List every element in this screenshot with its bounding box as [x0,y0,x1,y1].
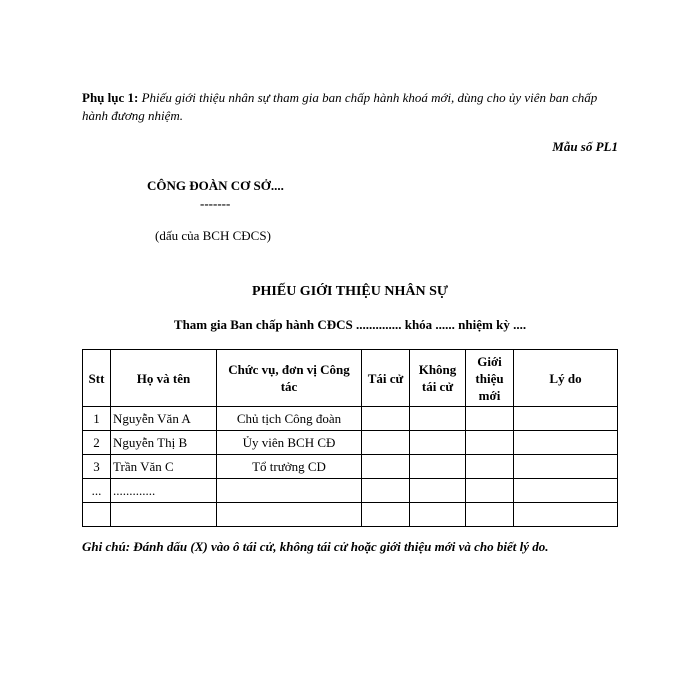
cell-name [111,503,217,527]
form-number: Mẫu số PL1 [552,139,618,154]
header-not-reelect: Không tái cử [410,350,466,407]
cell-reelect[interactable] [362,503,410,527]
appendix-description: Phiếu giới thiệu nhân sự tham gia ban chấp hành khoá mới, dùng cho ủy viên ban chấp hành đương nhiệm. [82,90,598,123]
cell-new[interactable] [466,431,514,455]
table-row [83,479,618,503]
cell-position [217,503,362,527]
cell-stt: ... [83,479,111,503]
cell-stt [83,503,111,527]
cell-reason[interactable] [514,407,618,431]
cell-not-reelect[interactable] [410,455,466,479]
cell-new[interactable] [466,455,514,479]
document-subtitle: Tham gia Ban chấp hành CĐCS .............. khóa ...... nhiệm kỳ .... [173,317,527,332]
cell-position: Tổ trưởng CD [217,455,362,479]
cell-not-reelect[interactable] [410,479,466,503]
cell-reelect[interactable] [362,455,410,479]
document-title: PHIẾU GIỚI THIỆU NHÂN SỰ [251,284,449,299]
cell-name: Nguyễn Thị B [111,431,217,455]
header-new: Giới thiệu mới [466,350,514,407]
cell-reason[interactable] [514,455,618,479]
cell-stt: 3 [83,455,111,479]
cell-position: Chủ tịch Công đoàn [217,407,362,431]
cell-position: Ủy viên BCH CĐ [217,431,362,455]
footnote: Ghi chú: Đánh dấu (X) vào ô tái cử, không tái cử hoặc giới thiệu mới và cho biết lý do. [82,539,549,554]
cell-not-reelect[interactable] [410,431,466,455]
appendix-intro [82,89,622,125]
cell-reason[interactable] [514,503,618,527]
cell-name: Nguyễn Văn A [111,407,217,431]
organization-name: CÔNG ĐOÀN CƠ SỞ.... [147,178,284,193]
header-position: Chức vụ, đơn vị Công tác [217,350,362,407]
header-reelect: Tái cử [362,350,410,407]
cell-reelect[interactable] [362,479,410,503]
cell-reason[interactable] [514,479,618,503]
cell-name: Trần Văn C [111,455,217,479]
table-row [83,407,618,431]
cell-not-reelect[interactable] [410,407,466,431]
seal-note: (dấu của BCH CĐCS) [155,228,271,243]
table-header-row [83,350,618,407]
header-name: Họ và tên [111,350,217,407]
cell-not-reelect[interactable] [410,503,466,527]
cell-new[interactable] [466,479,514,503]
nominee-table [82,349,618,527]
cell-reason[interactable] [514,431,618,455]
header-reason: Lý do [514,350,618,407]
cell-name: ............. [111,479,217,503]
cell-new[interactable] [466,407,514,431]
table-row [83,503,618,527]
cell-position [217,479,362,503]
table-row [83,431,618,455]
header-stt: Stt [83,350,111,407]
organization-divider: ------- [200,196,231,211]
cell-new[interactable] [466,503,514,527]
cell-stt: 2 [83,431,111,455]
cell-stt: 1 [83,407,111,431]
appendix-label: Phụ lục 1: [82,90,139,105]
cell-reelect[interactable] [362,407,410,431]
cell-reelect[interactable] [362,431,410,455]
table-row [83,455,618,479]
